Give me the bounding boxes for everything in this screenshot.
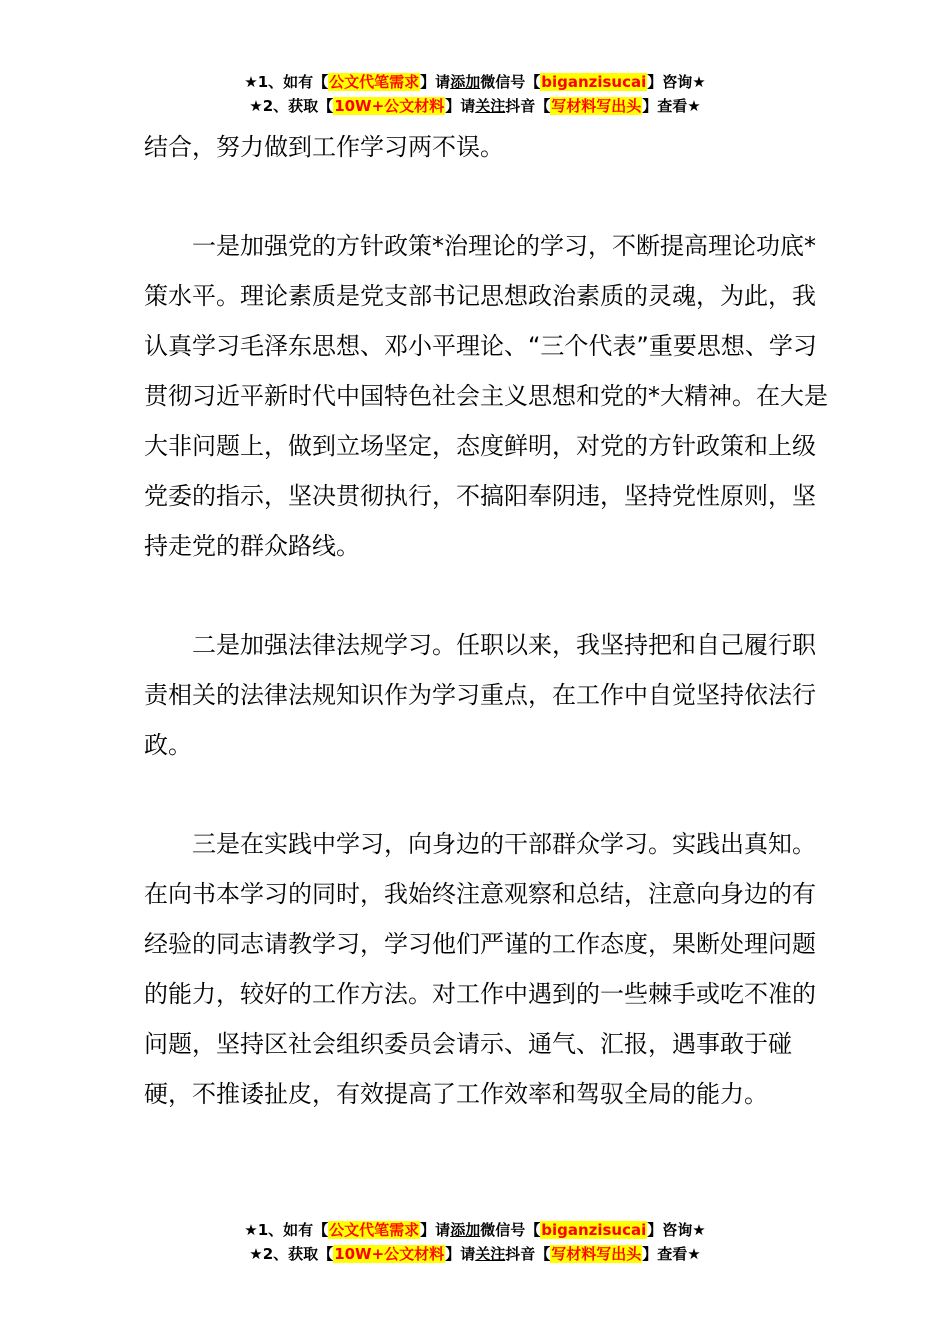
highlight-materials: 10W+公文材料 [334,1245,445,1263]
highlight-douyin-account: 写材料写出头 [551,1245,642,1263]
highlight-materials: 10W+公文材料 [334,97,445,115]
banner-line-2: ★2、获取【10W+公文材料】请关注抖音【写材料写出头】查看★ [249,97,701,115]
banner-line-1: ★1、如有【公文代笔需求】请添加微信号【biganzisucai】咨询★ [244,73,706,91]
paragraph-law-study: 二是加强法律法规学习。任职以来，我坚持把和自己履行职责相关的法律法规知识作为学习重点，在工作中自觉坚持依法行政。 [144,631,816,759]
paragraph-theory-study: 一是加强党的方针政策*治理论的学习，不断提高理论功底*策水平。理论素质是党支部书记思想政治素质的灵魂，为此，我认真学习毛泽东思想、邓小平理论、“三个代表”重要思想、学习贯彻习近平新时代中国特色社会主义思想和党的*大精神。在大是大非问题上，做到立场坚定，态度鲜明，对党的方针政策和上级党委的指示，坚决贯彻执行，不搞阳奉阴违，坚持党性原则，坚持走党的群众路线。 [144,232,828,560]
paragraph-continuation: 结合，努力做到工作学习两不误。 [144,133,504,161]
banner-line-2: ★2、获取【10W+公文材料】请关注抖音【写材料写出头】查看★ [249,1245,701,1263]
highlight-wechat-id: biganzisucai [541,73,647,91]
highlight-service: 公文代笔需求 [329,73,420,91]
footer-banner [0,1218,950,1266]
highlight-douyin-account: 写材料写出头 [551,97,642,115]
paragraph-practice-study: 三是在实践中学习，向身边的干部群众学习。实践出真知。在向书本学习的同时，我始终注意观察和总结，注意向身边的有经验的同志请教学习，学习他们严谨的工作态度，果断处理问题的能力，较好的工作方法。对工作中遇到的一些棘手或吃不准的问题，坚持区社会组织委员会请示、通气、汇报，遇事敢于碰硬，不推诿扯皮，有效提高了工作效率和驾驭全局的能力。 [144,830,816,1108]
highlight-wechat-id: biganzisucai [541,1221,647,1239]
banner-line-1: ★1、如有【公文代笔需求】请添加微信号【biganzisucai】咨询★ [244,1221,706,1239]
header-banner [0,70,950,118]
highlight-service: 公文代笔需求 [329,1221,420,1239]
document-body [144,122,834,1119]
